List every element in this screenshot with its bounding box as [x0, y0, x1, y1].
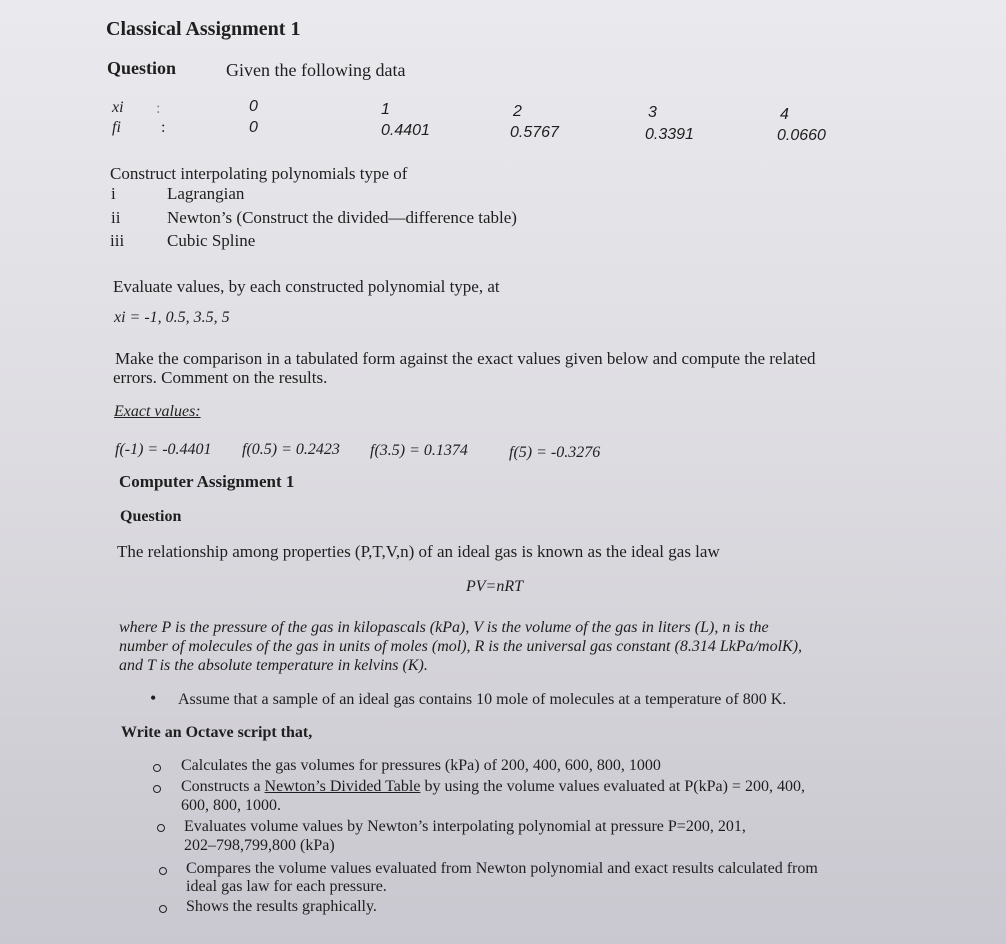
circle-bullet-icon: [159, 867, 167, 875]
x-value-0: 0: [249, 98, 258, 115]
colon: :: [156, 100, 161, 117]
where-line-2: number of molecules of the gas in units of moles (mol), R is the universal gas constant (8.314 LkPa/molK),: [119, 638, 803, 655]
row-f-label: fi: [112, 119, 121, 136]
newtons-divided-table-link: Newton’s Divided Table: [264, 778, 421, 795]
type-label-2: Newton’s (Construct the divided—difference table): [167, 208, 517, 227]
question-label: Question: [107, 58, 177, 78]
task-2: [181, 778, 805, 796]
exact-value-2: f(0.5) = 0.2423: [242, 441, 340, 458]
circle-bullet-icon: [157, 824, 165, 832]
assume-text: Assume that a sample of an ideal gas contains 10 mole of molecules at a temperature of 800 K.: [178, 691, 787, 708]
exact-value-1: f(-1) = -0.4401: [115, 441, 212, 458]
task-1: Calculates the gas volumes for pressures (kPa) of 200, 400, 600, 800, 1000: [181, 757, 661, 774]
where-line-1: where P is the pressure of the gas in kilopascals (kPa), V is the volume of the gas in liters (L), n is the: [119, 619, 769, 636]
bullet-icon: •: [150, 688, 157, 708]
type-num-2: ii: [111, 208, 121, 227]
type-num-1: i: [111, 184, 116, 203]
task-2-post: by using the volume values evaluated at P(kPa) = 200, 400,: [420, 778, 805, 795]
circle-bullet-icon: [159, 905, 167, 913]
construct-text: Construct interpolating polynomials type of: [110, 164, 408, 183]
page-title: Classical Assignment 1: [106, 18, 301, 40]
exact-value-4: f(5) = -0.3276: [509, 444, 601, 461]
f-value-4: 0.0660: [777, 127, 826, 144]
x-value-4: 4: [780, 106, 789, 123]
task-4-line-2: ideal gas law for each pressure.: [186, 878, 387, 895]
f-value-2: 0.5767: [510, 124, 559, 141]
where-line-3: and T is the absolute temperature in kelvins (K).: [119, 657, 428, 674]
circle-bullet-icon: [153, 764, 161, 772]
comparison-line-2: errors. Comment on the results.: [113, 368, 328, 387]
intro-text: The relationship among properties (P,T,V,n) of an ideal gas is known as the ideal gas law: [117, 542, 720, 561]
colon: :: [161, 119, 166, 136]
f-value-3: 0.3391: [645, 126, 694, 143]
given-text: Given the following data: [226, 60, 406, 80]
task-4-line-1: Compares the volume values evaluated from Newton polynomial and exact results calculated from: [186, 860, 818, 877]
type-label-1: Lagrangian: [167, 184, 245, 203]
evaluate-text: Evaluate values, by each constructed polynomial type, at: [113, 277, 500, 296]
exact-value-3: f(3.5) = 0.1374: [370, 442, 468, 459]
task-3-line-2: 202–798,799,800 (kPa): [184, 837, 335, 854]
task-2-line-2: 600, 800, 1000.: [181, 797, 281, 814]
computer-question-label: Question: [120, 508, 182, 525]
x-value-1: 1: [381, 101, 390, 118]
f-value-0: 0: [249, 119, 258, 136]
f-value-1: 0.4401: [381, 122, 430, 139]
task-5: Shows the results graphically.: [186, 898, 377, 915]
type-num-3: iii: [110, 231, 125, 250]
x-value-2: 2: [513, 103, 522, 120]
row-x-label: xi: [112, 99, 124, 116]
exact-values-label: Exact values:: [114, 403, 201, 420]
computer-title: Computer Assignment 1: [119, 472, 295, 491]
comparison-line-1: Make the comparison in a tabulated form against the exact values given below and compute the related: [115, 349, 816, 368]
circle-bullet-icon: [153, 785, 161, 793]
task-2-pre: Constructs a: [181, 778, 265, 795]
type-label-3: Cubic Spline: [167, 231, 256, 250]
write-heading: Write an Octave script that,: [121, 724, 313, 741]
task-3-line-1: Evaluates volume values by Newton’s interpolating polynomial at pressure P=200, 201,: [184, 818, 746, 835]
eval-points: xi = -1, 0.5, 3.5, 5: [114, 309, 230, 326]
x-value-3: 3: [648, 104, 657, 121]
ideal-gas-equation: PV=nRT: [466, 578, 524, 595]
